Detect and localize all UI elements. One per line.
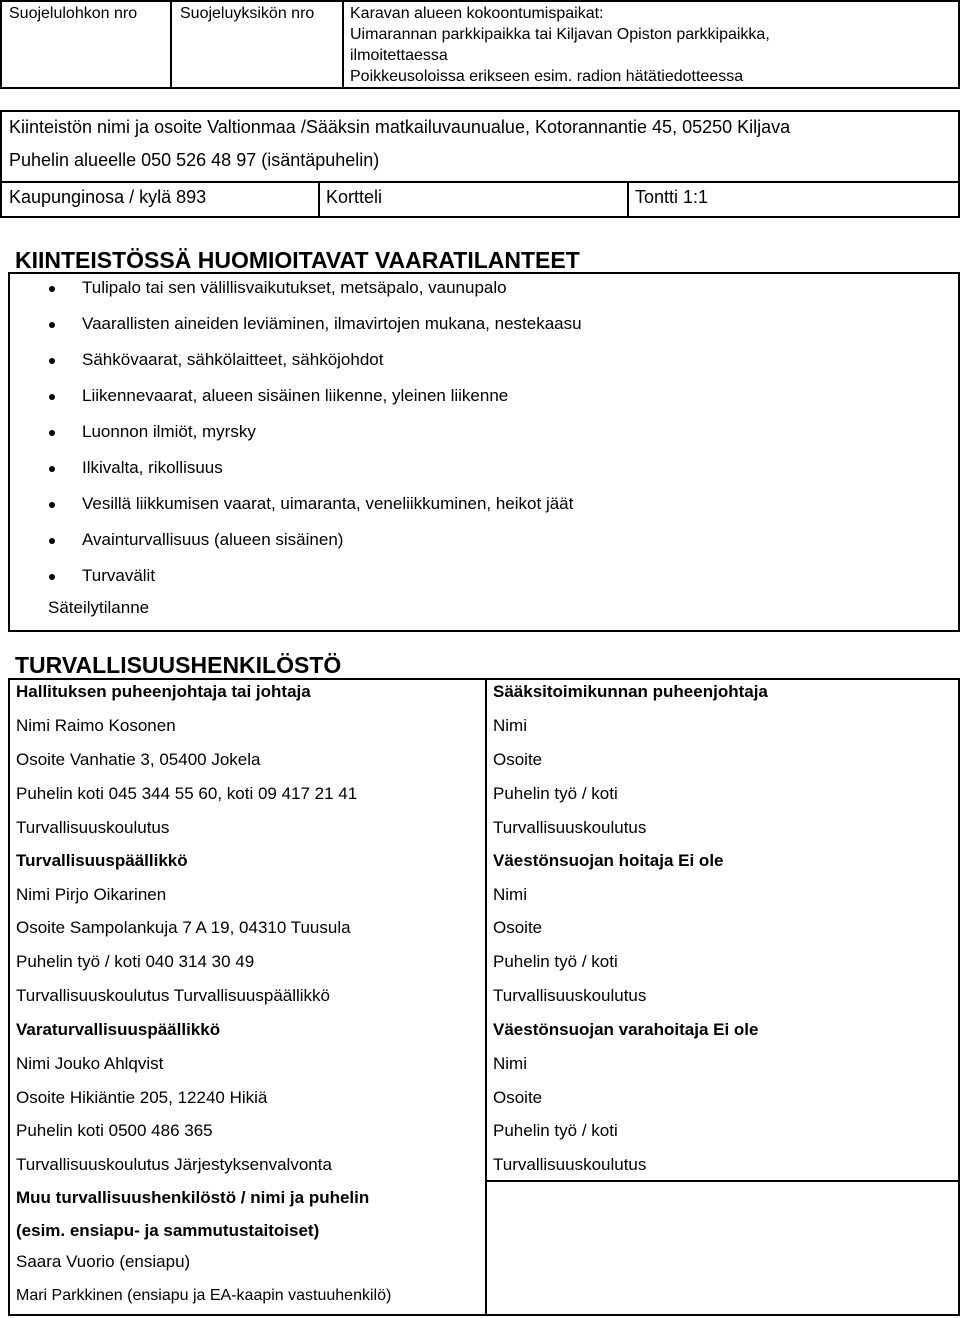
property-row-divider bbox=[0, 181, 960, 183]
hazards-title: KIINTEISTÖSSÄ HUOMIOITAVAT VAARATILANTEET bbox=[15, 247, 580, 273]
personnel-right-row: Osoite bbox=[493, 918, 543, 937]
hazard-item: Sähkövaarat, sähkölaitteet, sähköjohdot bbox=[82, 350, 384, 369]
header-suojelulohko: Suojelulohkon nro bbox=[9, 5, 138, 22]
personnel-right-row: Puhelin työ / koti bbox=[493, 1121, 618, 1140]
bullet-icon bbox=[49, 466, 55, 472]
personnel-left-row: Osoite Hikiäntie 205, 12240 Hikiä bbox=[16, 1088, 268, 1107]
property-col-divider-1 bbox=[318, 181, 320, 218]
personnel-col-divider bbox=[485, 678, 487, 1316]
hazard-extra: Säteilytilanne bbox=[48, 598, 150, 617]
bullet-icon bbox=[49, 394, 55, 400]
personnel-left-row: Puhelin koti 0500 486 365 bbox=[16, 1121, 213, 1140]
personnel-right-row: Nimi bbox=[493, 1054, 527, 1073]
personnel-left-row: Osoite Sampolankuja 7 A 19, 04310 Tuusula bbox=[16, 918, 351, 937]
personnel-right-row: Nimi bbox=[493, 716, 527, 735]
header-suojeluyksikko: Suojeluyksikön nro bbox=[180, 5, 315, 22]
hazard-item: Luonnon ilmiöt, myrsky bbox=[82, 422, 256, 441]
header-meeting-line-2: Uimarannan parkkipaikka tai Kiljavan Opiston parkkipaikka, bbox=[350, 26, 770, 43]
property-col-divider-2 bbox=[627, 181, 629, 218]
property-plot: Tontti 1:1 bbox=[635, 187, 709, 207]
personnel-right-bottom-border bbox=[485, 1180, 960, 1182]
header-meeting-line-3: ilmoitettaessa bbox=[350, 47, 448, 64]
personnel-right-row: Väestönsuojan varahoitaja Ei ole bbox=[493, 1020, 759, 1039]
personnel-right-row: Sääksitoimikunnan puheenjohtaja bbox=[493, 682, 768, 701]
bullet-icon bbox=[49, 358, 55, 364]
property-name-address: Kiinteistön nimi ja osoite Valtionmaa /Sääksin matkailuvaunualue, Kotorannantie 45, 05250 Kiljava bbox=[9, 117, 791, 137]
personnel-right-row: Turvallisuuskoulutus bbox=[493, 818, 647, 837]
header-meeting-line-4: Poikkeusoloissa erikseen esim. radion hätätiedotteessa bbox=[350, 68, 744, 85]
hazard-item: Turvavälit bbox=[82, 566, 156, 585]
property-block: Kortteli bbox=[326, 187, 383, 207]
header-meeting-line-1: Karavan alueen kokoontumispaikat: bbox=[350, 5, 604, 22]
personnel-left-row: Hallituksen puheenjohtaja tai johtaja bbox=[16, 682, 311, 701]
property-district: Kaupunginosa / kylä 893 bbox=[9, 187, 207, 207]
personnel-right-row: Turvallisuuskoulutus bbox=[493, 1155, 647, 1174]
property-phone: Puhelin alueelle 050 526 48 97 (isäntäpuhelin) bbox=[9, 150, 380, 170]
personnel-right-row: Nimi bbox=[493, 885, 527, 904]
personnel-right-row: Osoite bbox=[493, 750, 543, 769]
personnel-left-row: Osoite Vanhatie 3, 05400 Jokela bbox=[16, 750, 261, 769]
personnel-left-row: Saara Vuorio (ensiapu) bbox=[16, 1252, 191, 1271]
header-divider-2 bbox=[342, 0, 344, 89]
hazard-item: Avainturvallisuus (alueen sisäinen) bbox=[82, 530, 344, 549]
personnel-right-row: Puhelin työ / koti bbox=[493, 952, 618, 971]
personnel-left-row: Nimi Raimo Kosonen bbox=[16, 716, 176, 735]
bullet-icon bbox=[49, 286, 55, 292]
hazard-item: Liikennevaarat, alueen sisäinen liikenne, yleinen liikenne bbox=[82, 386, 509, 405]
personnel-right-row: Turvallisuuskoulutus bbox=[493, 986, 647, 1005]
personnel-left-row: Nimi Pirjo Oikarinen bbox=[16, 885, 167, 904]
personnel-left-row: Puhelin koti 045 344 55 60, koti 09 417 21 41 bbox=[16, 784, 358, 803]
personnel-left-row: Turvallisuuskoulutus Järjestyksenvalvonta bbox=[16, 1155, 332, 1174]
bullet-icon bbox=[49, 538, 55, 544]
bullet-icon bbox=[49, 574, 55, 580]
personnel-right-row: Osoite bbox=[493, 1088, 543, 1107]
bullet-icon bbox=[49, 430, 55, 436]
bullet-icon bbox=[49, 322, 55, 328]
personnel-left-row: Puhelin työ / koti 040 314 30 49 bbox=[16, 952, 255, 971]
personnel-right-row: Väestönsuojan hoitaja Ei ole bbox=[493, 851, 724, 870]
hazard-item: Ilkivalta, rikollisuus bbox=[82, 458, 223, 477]
personnel-title: TURVALLISUUSHENKILÖSTÖ bbox=[15, 652, 342, 678]
personnel-left-row: Mari Parkkinen (ensiapu ja EA-kaapin vastuuhenkilö) bbox=[16, 1287, 392, 1304]
hazard-item: Tulipalo tai sen välillisvaikutukset, metsäpalo, vaunupalo bbox=[82, 278, 507, 297]
hazard-item: Vesillä liikkumisen vaarat, uimaranta, veneliikkuminen, heikot jäät bbox=[82, 494, 574, 513]
personnel-left-row: Varaturvallisuuspäällikkö bbox=[16, 1020, 221, 1039]
personnel-left-row: Nimi Jouko Ahlqvist bbox=[16, 1054, 164, 1073]
personnel-left-row: Muu turvallisuushenkilöstö / nimi ja puhelin bbox=[16, 1188, 370, 1207]
bullet-icon bbox=[49, 502, 55, 508]
personnel-left-row: Turvallisuuspäällikkö bbox=[16, 851, 188, 870]
header-divider-1 bbox=[170, 0, 172, 89]
personnel-left-row: Turvallisuuskoulutus Turvallisuuspäällikkö bbox=[16, 986, 331, 1005]
personnel-left-row: Turvallisuuskoulutus bbox=[16, 818, 170, 837]
personnel-right-row: Puhelin työ / koti bbox=[493, 784, 618, 803]
hazard-item: Vaarallisten aineiden leviäminen, ilmavirtojen mukana, nestekaasu bbox=[82, 314, 582, 333]
personnel-left-row: (esim. ensiapu- ja sammutustaitoiset) bbox=[16, 1221, 320, 1240]
